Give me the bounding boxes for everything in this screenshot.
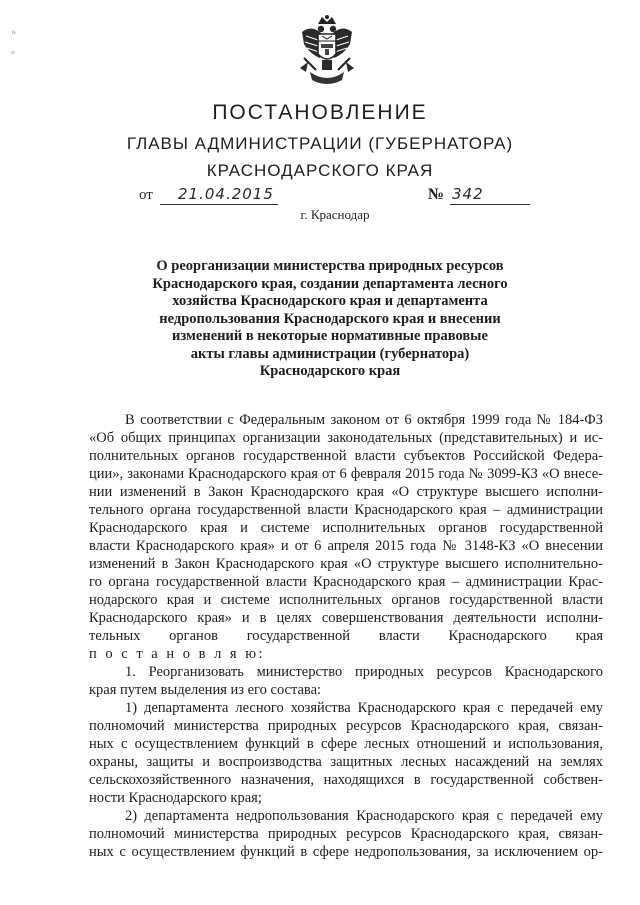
body-line: сельскохозяйственного назначения, находящихся в государственной собствен- (89, 772, 603, 788)
body-line: ных с осуществлением функций в сфере недропользования, за исключением ор- (89, 844, 603, 860)
body-line: 2) департамента недропользования Краснодарского края с передачей ему (125, 808, 603, 824)
document-title: ПОСТАНОВЛЕНИЕ (212, 101, 428, 124)
body-line: полномочий министерства природных ресурсов Краснодарского края, связан- (89, 718, 603, 734)
body-line: охраны, защиты и воспроизводства защитных лесных насаждений на землях (89, 754, 603, 770)
heading-line: хозяйства Краснодарского края и департамента (172, 293, 488, 309)
number-prefix: № (428, 186, 445, 203)
heading-line: недропользования Краснодарского края и внесении (159, 310, 501, 327)
body-line: ности Краснодарского края; (89, 790, 262, 806)
body-line: нодарского края и системе исполнительных органов государственной власти (89, 592, 603, 608)
body-line: 1) департамента лесного хозяйства Краснодарского края с передачей ему (125, 700, 603, 716)
heading-line: О реорганизации министерства природных ресурсов (156, 258, 504, 274)
body-line: изменений в Закон Краснодарского края «О структуре высшего исполнительно- (89, 556, 603, 572)
issuer-line: ГЛАВЫ АДМИНИСТРАЦИИ (ГУБЕРНАТОРА) (126, 134, 514, 153)
margin-mark: » (11, 27, 16, 38)
coat-of-arms-icon (296, 14, 358, 90)
heading-line: изменений в некоторые нормативные правовые (172, 328, 488, 344)
decree-body (89, 411, 603, 861)
body-line: го органа государственной власти Краснодарского края – администрации Крас- (89, 574, 603, 590)
body-line: полномочий министерства природных ресурсов Краснодарского края, связан- (89, 826, 603, 842)
heading-line: Краснодарского края (259, 363, 401, 379)
margin-mark: ° (11, 50, 15, 61)
decree-heading (130, 258, 530, 381)
number-value: 342 (452, 185, 484, 203)
body-line: нии изменений в Закон Краснодарского края «О структуре высшего исполни- (89, 484, 603, 500)
body-line: власти Краснодарского края» и от 6 апреля 2015 года № 3148-КЗ «О внесении (89, 538, 603, 554)
body-line: Краснодарского края и системе исполнительных органов государственной (89, 520, 603, 536)
body-line: «Об общих принципах организации законодательных (представительных) и ис- (89, 430, 603, 446)
city: г. Краснодар (300, 207, 370, 222)
body-line: Краснодарского края» и в целях совершенствования деятельности исполни- (89, 610, 603, 626)
resolve-line: п о с т а н о в л я ю: (89, 646, 266, 662)
region-line: КРАСНОДАРСКОГО КРАЯ (206, 161, 434, 180)
heading-line: акты главы администрации (губернатора) (190, 345, 470, 362)
heading-line: Краснодарского края, создании департамента лесного (152, 275, 508, 292)
date-value: 21.04.2015 (178, 185, 274, 203)
body-line: 1. Реорганизовать министерство природных ресурсов Краснодарского (125, 664, 603, 680)
body-line: тельных органов государственной власти Краснодарского края (89, 628, 603, 644)
body-line: ных с осуществлением функций в сфере лесных отношений и использования, (89, 736, 603, 752)
date-underline (160, 204, 278, 205)
body-line: ции», законами Краснодарского края от 6 февраля 2015 года № 3099-КЗ «О внесе- (89, 466, 603, 482)
body-line: полнительных органов государственной власти субъектов Российской Федера- (89, 448, 603, 464)
body-line: В соответствии с Федеральным законом от 6 октября 1999 года № 184-ФЗ (125, 412, 603, 428)
body-line: тельного органа государственной власти Краснодарского края – администрации (89, 502, 603, 518)
body-line: края путем выделения из его состава: (89, 682, 322, 698)
date-prefix: от (139, 187, 153, 203)
number-underline (450, 204, 530, 205)
